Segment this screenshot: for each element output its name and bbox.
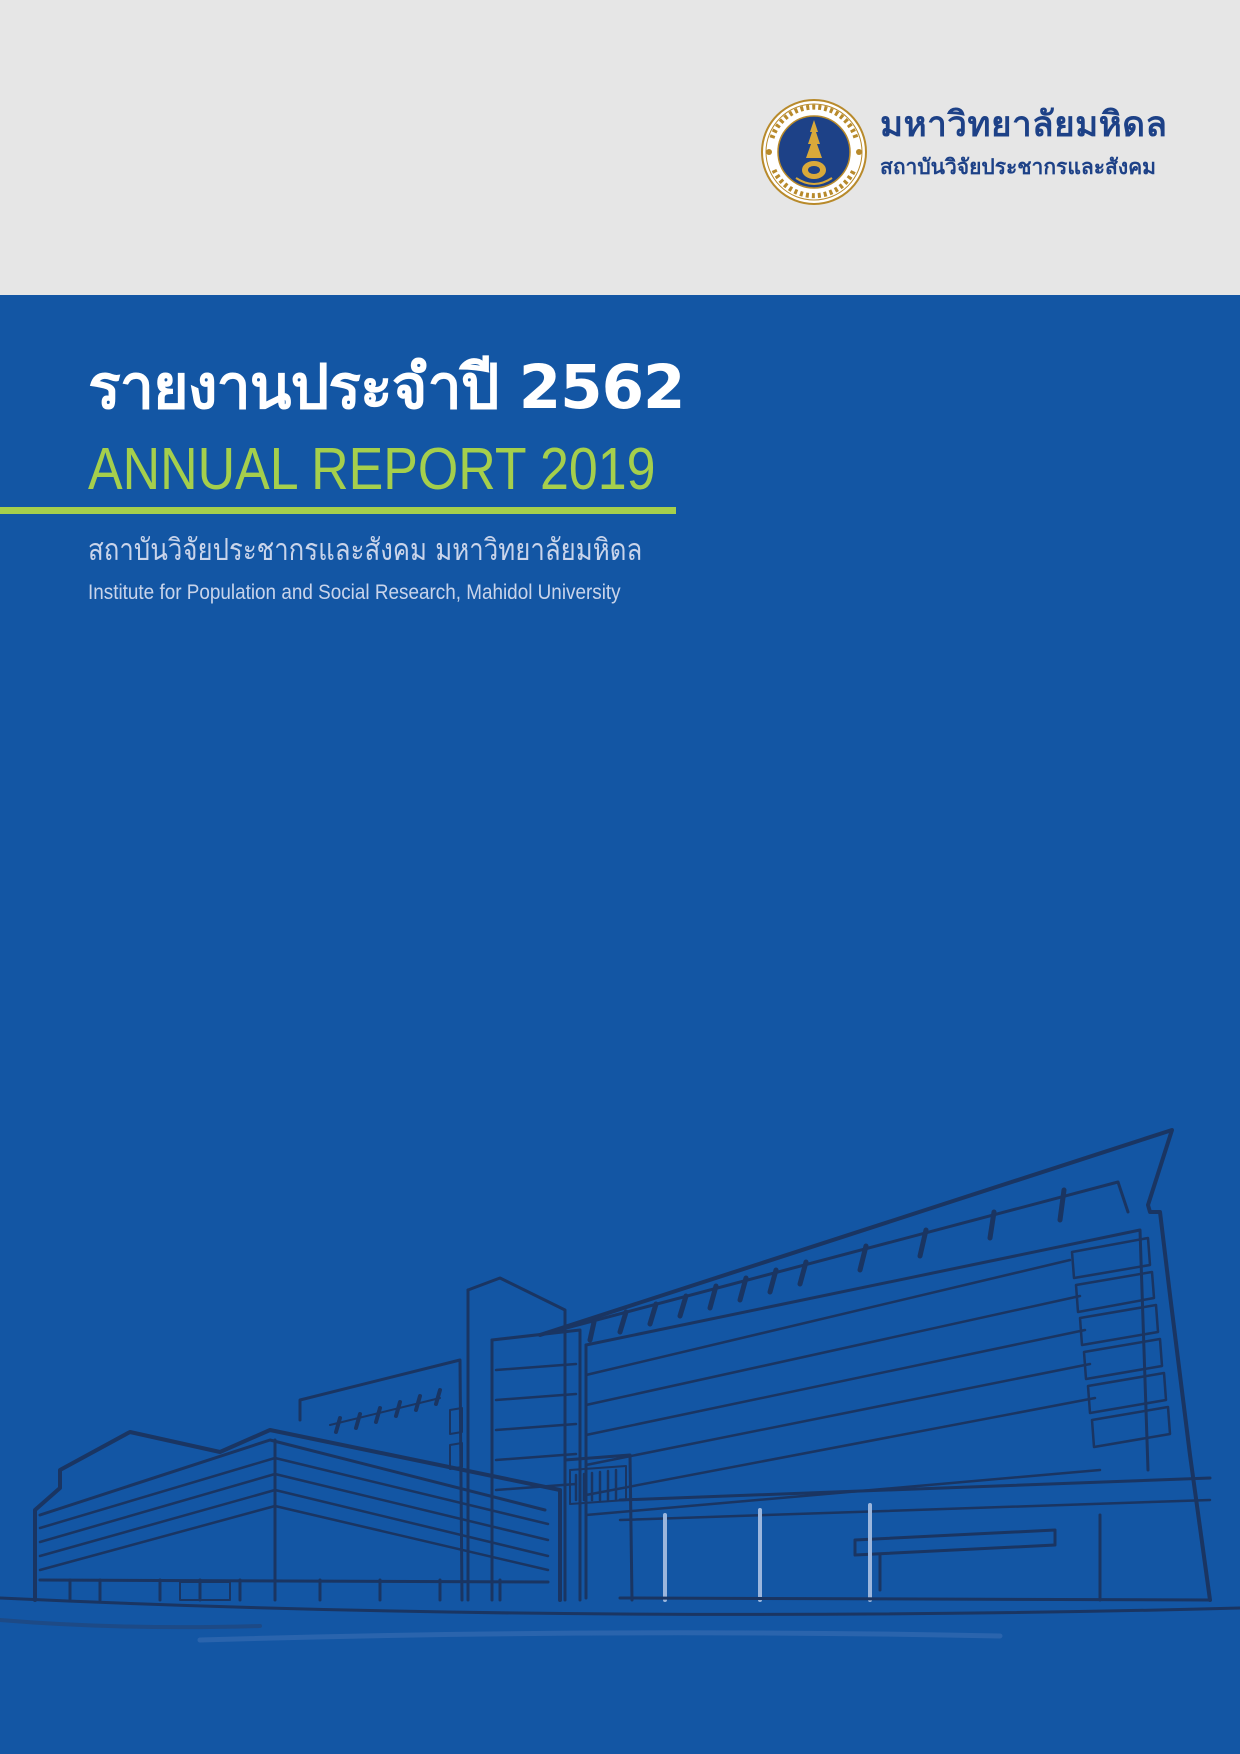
mahidol-seal-icon — [760, 98, 868, 206]
university-name: มหาวิทยาลัยมหิดล — [880, 105, 1168, 145]
institute-name-header: สถาบันวิจัยประชากรและสังคม — [880, 155, 1156, 179]
header-band — [0, 0, 1240, 295]
title-divider — [0, 507, 676, 514]
report-title-thai: รายงานประจำปี 2562 — [88, 352, 685, 423]
building-sketch-icon — [0, 1120, 1240, 1680]
report-title-english: ANNUAL REPORT 2019 — [88, 436, 656, 502]
institute-name-thai: สถาบันวิจัยประชากรและสังคม มหาวิทยาลัยมหิดล — [88, 533, 643, 568]
institute-name-english: Institute for Population and Social Research, Mahidol University — [88, 581, 621, 604]
